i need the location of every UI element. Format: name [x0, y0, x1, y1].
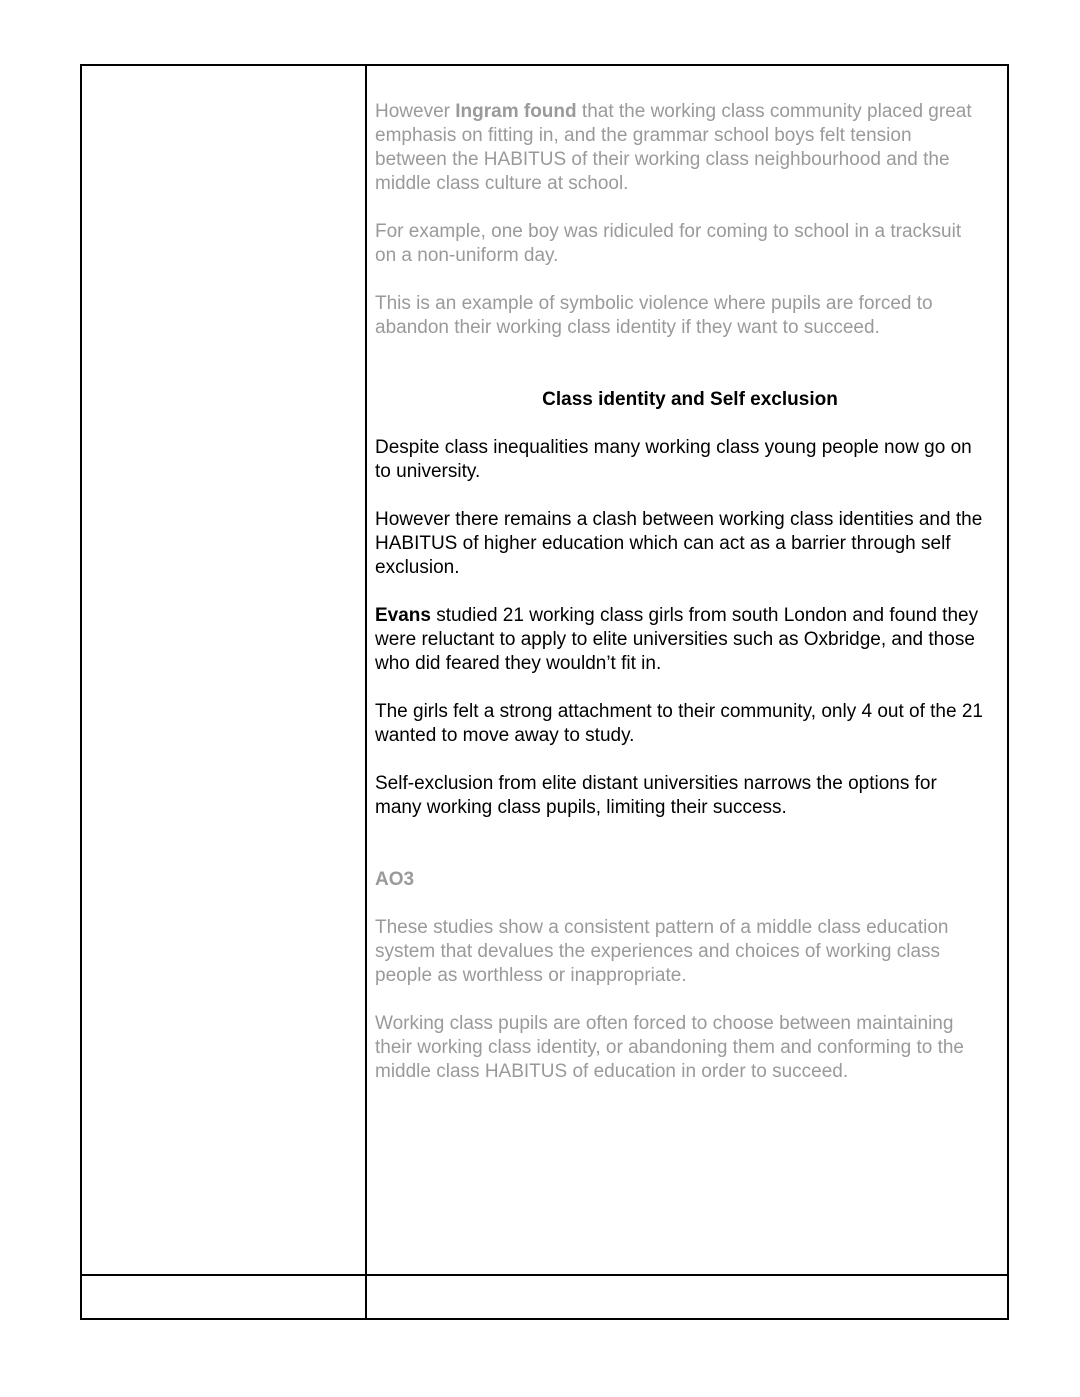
section-heading: Class identity and Self exclusion	[542, 389, 838, 410]
text-line: exclusion.	[375, 557, 460, 578]
notes-cell	[375, 100, 1005, 1108]
ingram-paragraph	[375, 100, 1005, 196]
text-line: who did feared they wouldn’t fit in.	[375, 653, 662, 674]
text-line: people as worthless or inappropriate.	[375, 965, 687, 986]
text-line: middle class culture at school.	[375, 173, 629, 194]
text-line: These studies show a consistent pattern of a middle class education	[375, 917, 949, 938]
text-line: wanted to move away to study.	[375, 725, 635, 746]
evans-paragraph	[375, 604, 1005, 676]
ao3-heading: AO3	[375, 869, 415, 890]
paragraph	[375, 436, 1005, 484]
text-line: This is an example of symbolic violence where pupils are forced to	[375, 293, 933, 314]
symbolic-violence-paragraph	[375, 292, 1005, 340]
text-line: Self-exclusion from elite distant universities narrows the options for	[375, 773, 937, 794]
text-line: system that devalues the experiences and choices of working class	[375, 941, 941, 962]
text-line: were reluctant to apply to elite universities such as Oxbridge, and those	[375, 629, 975, 650]
text-line: For example, one boy was ridiculed for coming to school in a tracksuit	[375, 221, 962, 242]
text-line: middle class HABITUS of education in order to succeed.	[375, 1061, 849, 1082]
text: studied 21 working class girls from south London and found they	[430, 605, 979, 626]
text-line: their working class identity, or abandoning them and conforming to the	[375, 1037, 964, 1058]
paragraph	[375, 508, 1005, 580]
example-paragraph	[375, 220, 1005, 268]
notes-table	[80, 64, 1009, 1320]
row-divider	[82, 1274, 1007, 1276]
text-line: Working class pupils are often forced to choose between maintaining	[375, 1013, 954, 1034]
text-line: many working class pupils, limiting their success.	[375, 797, 787, 818]
evans-name: Evans	[375, 605, 431, 626]
text-line: The girls felt a strong attachment to their community, only 4 out of the 21	[375, 701, 983, 722]
text: However	[375, 101, 456, 122]
column-divider	[365, 66, 367, 1318]
text-line: Despite class inequalities many working class young people now go on	[375, 437, 972, 458]
text-line: emphasis on fitting in, and the grammar school boys felt tension	[375, 125, 912, 146]
text-line: HABITUS of higher education which can act as a barrier through self	[375, 533, 951, 554]
text-line: on a non-uniform day.	[375, 245, 559, 266]
paragraph	[375, 916, 1005, 988]
ingram-name: Ingram found	[455, 101, 577, 122]
paragraph	[375, 1012, 1005, 1084]
text-line: However there remains a clash between working class identities and the	[375, 509, 983, 530]
text-line: between the HABITUS of their working class neighbourhood and the	[375, 149, 950, 170]
paragraph	[375, 700, 1005, 748]
text-line: to university.	[375, 461, 481, 482]
text-line: abandon their working class identity if they want to succeed.	[375, 317, 880, 338]
text: that the working class community placed great	[576, 101, 972, 122]
paragraph	[375, 772, 1005, 820]
